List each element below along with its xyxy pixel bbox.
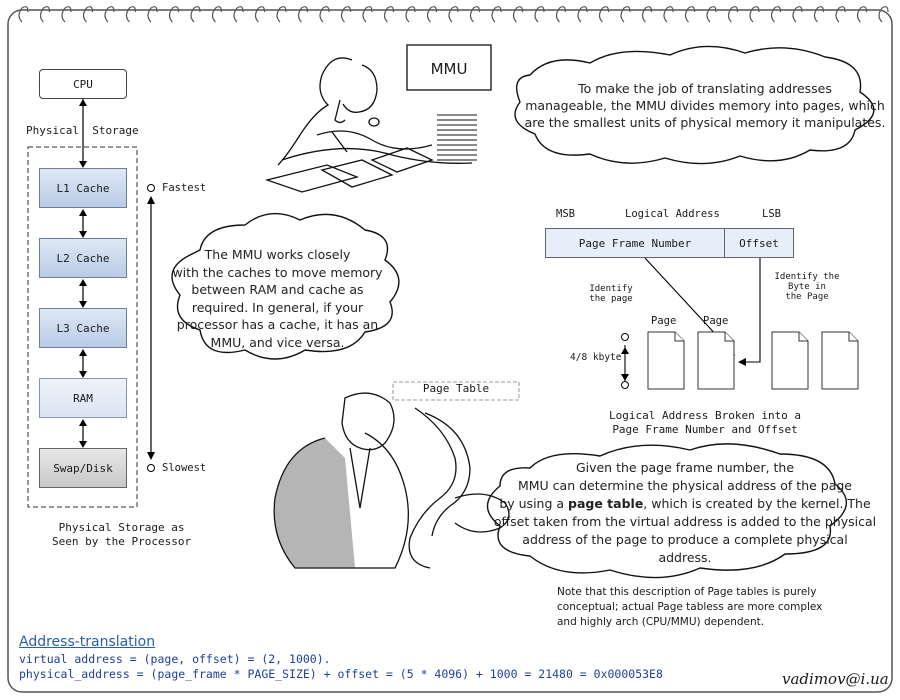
offset-field: Offset xyxy=(724,228,794,258)
ram-box: RAM xyxy=(39,378,127,418)
page-label-2: Page xyxy=(703,315,729,327)
cloud-bottom-text: Given the page frame number, the MMU can determine the physical address of the page by using a page table, which is created by the kernel. The offset taken from the virtual address is added to the physical address of the page to produce a complete physical address. xyxy=(493,460,877,565)
page-table-bold: page table xyxy=(568,496,644,511)
swap-disk-box: Swap/Disk xyxy=(39,448,127,488)
cloud-middle-text: The MMU works closely with the caches to move memory between RAM and cache as required. In general, if your processor has a cache, it has an MMU, and vice versa. xyxy=(172,247,383,350)
mmu-sign-label: MMU xyxy=(430,60,468,78)
fastest-label: Fastest xyxy=(162,182,207,194)
logical-address-title: Logical Address xyxy=(625,208,720,220)
note-text: Note that this description of Page tables is purely conceptual; actual Page tabless are more complex and highly arch (CPU/MMU) dependent. xyxy=(557,586,823,628)
address-translation-link[interactable]: Address-translation xyxy=(19,634,156,650)
cpu-label: CPU xyxy=(73,77,93,91)
page-table-label: Page Table xyxy=(422,382,490,395)
logical-address-caption: Logical Address Broken into a Page Frame Number and Offset xyxy=(609,409,802,436)
author-signature: vadimov@i.ua xyxy=(782,670,889,688)
man-with-page-table-illustration xyxy=(265,378,525,578)
cloud-top-text: To make the job of translating addresses manageable, the MMU divides memory into pages, which are the smallest units of physical memory it manipulates. xyxy=(524,81,886,130)
footer-code-line1: virtual address = (page, offset) = (2, 1000). xyxy=(19,652,331,666)
l2-cache-box: L2 Cache xyxy=(39,238,127,278)
identify-byte-label: Identify the Byte in the Page xyxy=(774,272,840,302)
physical-storage-label: Physical Storage xyxy=(26,124,139,137)
hierarchy-caption: Physical Storage as Seen by the Processor xyxy=(52,521,192,548)
identify-page-label: Identify the page xyxy=(589,284,633,304)
l3-cache-box: L3 Cache xyxy=(39,308,127,348)
slowest-label: Slowest xyxy=(162,462,207,474)
page-label-1: Page xyxy=(651,315,677,327)
msb-label: MSB xyxy=(556,208,575,220)
page-icons xyxy=(648,332,858,389)
lsb-label: LSB xyxy=(762,208,781,220)
page-frame-number-field: Page Frame Number xyxy=(545,228,725,258)
page-size-label: 4/8 kbyte xyxy=(570,352,622,363)
footer-code-line2: physical_address = (page_frame * PAGE_SIZE) + offset = (5 * 4096) + 1000 = 21480 = 0x000053E8 xyxy=(19,667,663,681)
l1-cache-box: L1 Cache xyxy=(39,168,127,208)
